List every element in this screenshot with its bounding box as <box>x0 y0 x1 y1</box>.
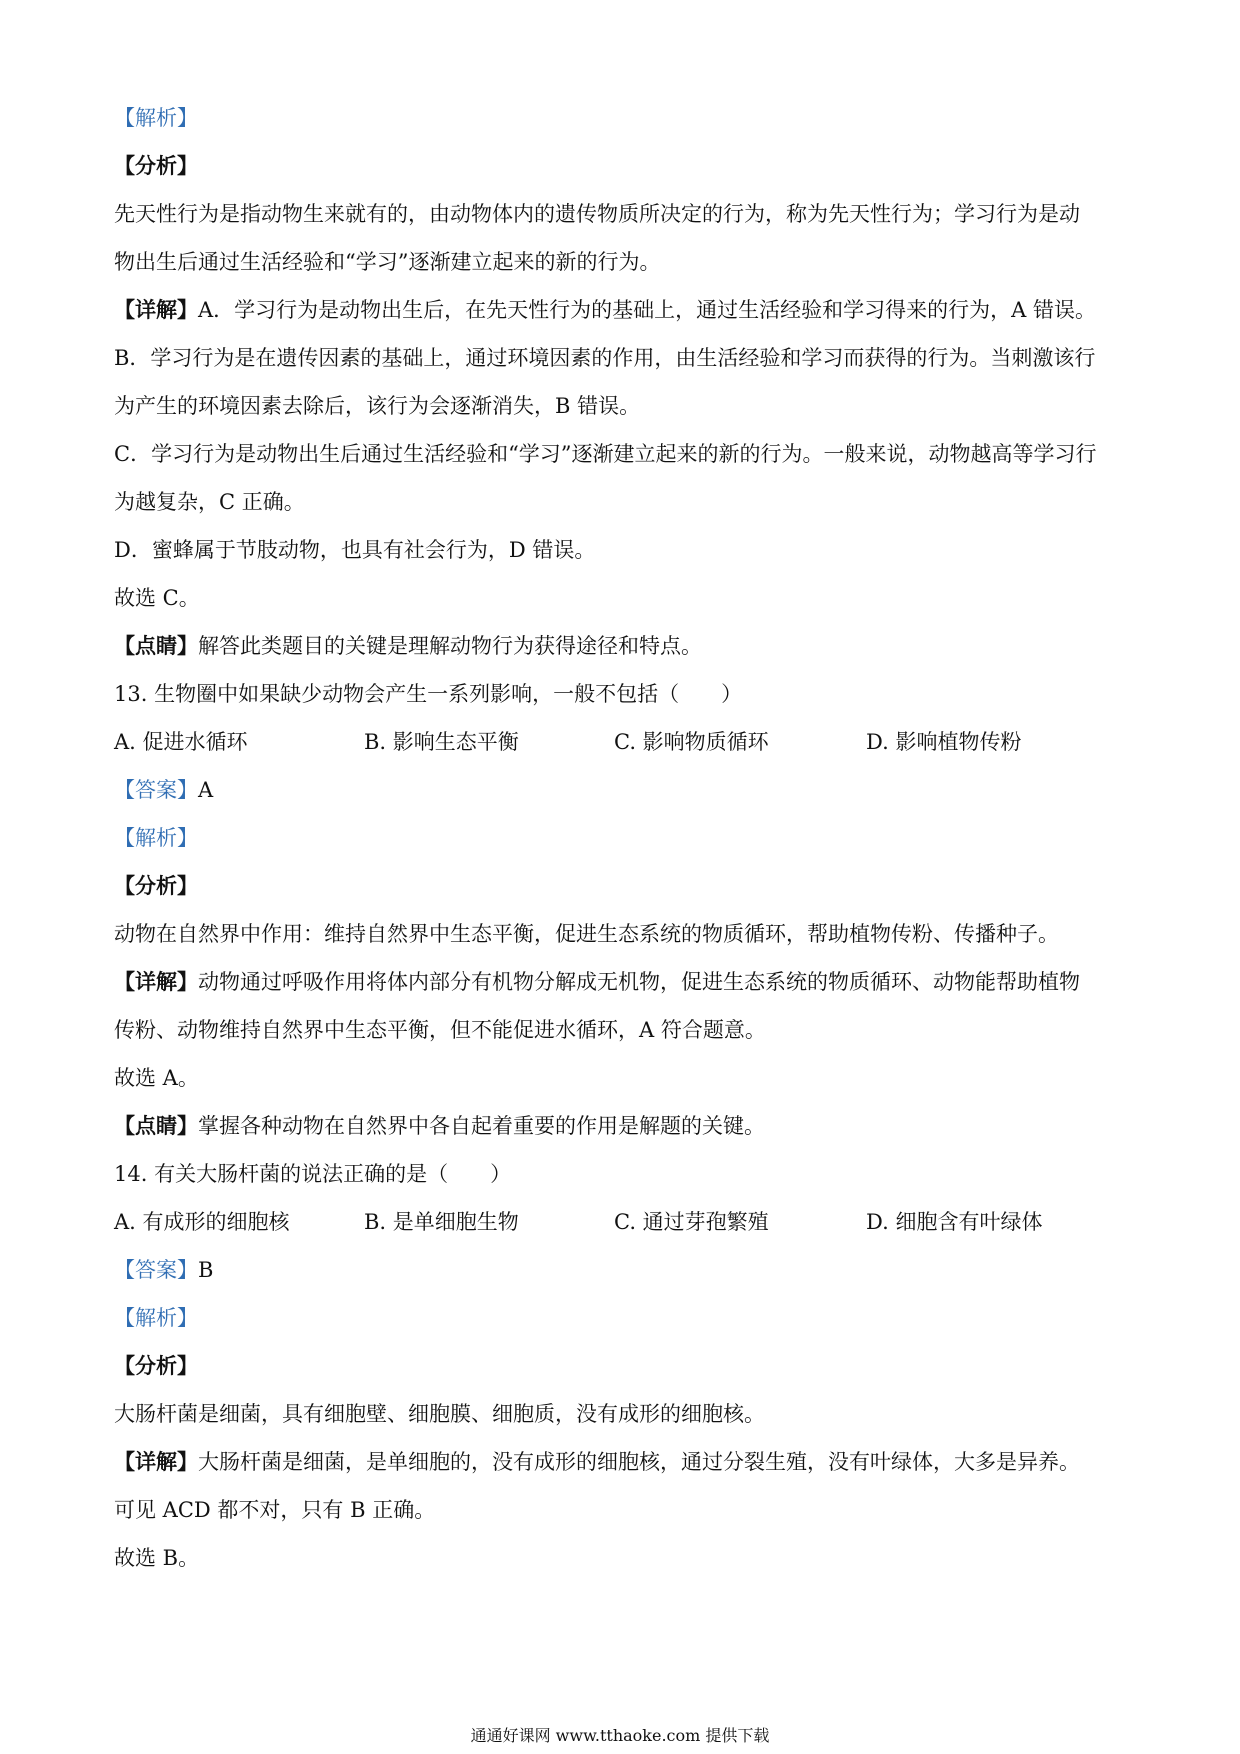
q13-option-b: B. 影响生态平衡 <box>364 730 519 754</box>
detail-text: A．学习行为是动物出生后，在先天性行为的基础上，通过生活经验和学习得来的行为，A 错误。 <box>198 298 1097 322</box>
comment-paragraph <box>114 631 1134 661</box>
answer-value: B <box>198 1258 214 1282</box>
detail-label: 【详解】 <box>114 969 198 994</box>
answer-label: 【答案】 <box>114 778 198 802</box>
q13-option-a: A. 促进水循环 <box>114 730 248 754</box>
q14-option-d: D. 细胞含有叶绿体 <box>866 1210 1043 1234</box>
comment-label: 【点睛】 <box>114 633 198 658</box>
section-label-fenxi: 【分析】 <box>114 153 198 178</box>
q14-option-c: C. 通过芽孢繁殖 <box>614 1210 769 1234</box>
detail-text: 大肠杆菌是细菌，是单细胞的，没有成形的细胞核，通过分裂生殖，没有叶绿体，大多是异养。 <box>198 1450 1080 1474</box>
detail-text: 可见 ACD 都不对，只有 B 正确。 <box>114 1498 436 1522</box>
detail-label: 【详解】 <box>114 1449 198 1474</box>
section-label-fenxi: 【分析】 <box>114 1353 198 1378</box>
section-label-jiexi: 【解析】 <box>114 826 198 850</box>
conclusion-text: 故选 C。 <box>114 586 200 610</box>
comment-text: 解答此类题目的关键是理解动物行为获得途径和特点。 <box>198 634 702 658</box>
analysis-text: 大肠杆菌是细菌，具有细胞壁、细胞膜、细胞质，没有成形的细胞核。 <box>114 1402 765 1426</box>
answer-value: A <box>198 778 214 802</box>
q13-option-c: C. 影响物质循环 <box>614 730 769 754</box>
detail-paragraph <box>114 967 1134 997</box>
q14-option-b: B. 是单细胞生物 <box>364 1210 519 1234</box>
detail-text: D．蜜蜂属于节肢动物，也具有社会行为，D 错误。 <box>114 538 596 562</box>
comment-label: 【点睛】 <box>114 1113 198 1138</box>
detail-paragraph <box>114 295 1134 325</box>
detail-text: 为产生的环境因素去除后，该行为会逐渐消失，B 错误。 <box>114 394 641 418</box>
comment-text: 掌握各种动物在自然界中各自起着重要的作用是解题的关键。 <box>198 1114 765 1138</box>
answer-label: 【答案】 <box>114 1258 198 1282</box>
analysis-text: 物出生后通过生活经验和“学习”逐渐建立起来的新的行为。 <box>114 250 661 274</box>
detail-text: 动物通过呼吸作用将体内部分有机物分解成无机物，促进生态系统的物质循环、动物能帮助植物 <box>198 970 1080 994</box>
q14-option-a: A. 有成形的细胞核 <box>114 1210 290 1234</box>
question-14: 14. 有关大肠杆菌的说法正确的是（ ） <box>114 1162 512 1186</box>
analysis-text: 先天性行为是指动物生来就有的，由动物体内的遗传物质所决定的行为，称为先天性行为；学习行为是动 <box>114 202 1080 226</box>
q13-option-d: D. 影响植物传粉 <box>866 730 1022 754</box>
answer-14 <box>114 1255 1134 1285</box>
analysis-text: 动物在自然界中作用：维持自然界中生态平衡，促进生态系统的物质循环，帮助植物传粉、传播种子。 <box>114 922 1059 946</box>
detail-label: 【详解】 <box>114 297 198 322</box>
detail-text: C．学习行为是动物出生后通过生活经验和“学习”逐渐建立起来的新的行为。一般来说，动物越高等学习行 <box>114 442 1097 466</box>
detail-text: 传粉、动物维持自然界中生态平衡，但不能促进水循环，A 符合题意。 <box>114 1018 766 1042</box>
detail-paragraph <box>114 1447 1134 1477</box>
section-label-jiexi: 【解析】 <box>114 1306 198 1330</box>
answer-13 <box>114 775 1134 805</box>
conclusion-text: 故选 A。 <box>114 1066 199 1090</box>
section-label-fenxi: 【分析】 <box>114 873 198 898</box>
question-13: 13. 生物圈中如果缺少动物会产生一系列影响，一般不包括（ ） <box>114 682 743 706</box>
conclusion-text: 故选 B。 <box>114 1546 200 1570</box>
section-label-jiexi: 【解析】 <box>114 106 198 130</box>
detail-text: B．学习行为是在遗传因素的基础上，通过环境因素的作用，由生活经验和学习而获得的行为。当刺激该行 <box>114 346 1096 370</box>
comment-paragraph <box>114 1111 1134 1141</box>
page-footer: 通通好课网 www.tthaoke.com 提供下载 <box>470 1726 770 1745</box>
detail-text: 为越复杂，C 正确。 <box>114 490 305 514</box>
